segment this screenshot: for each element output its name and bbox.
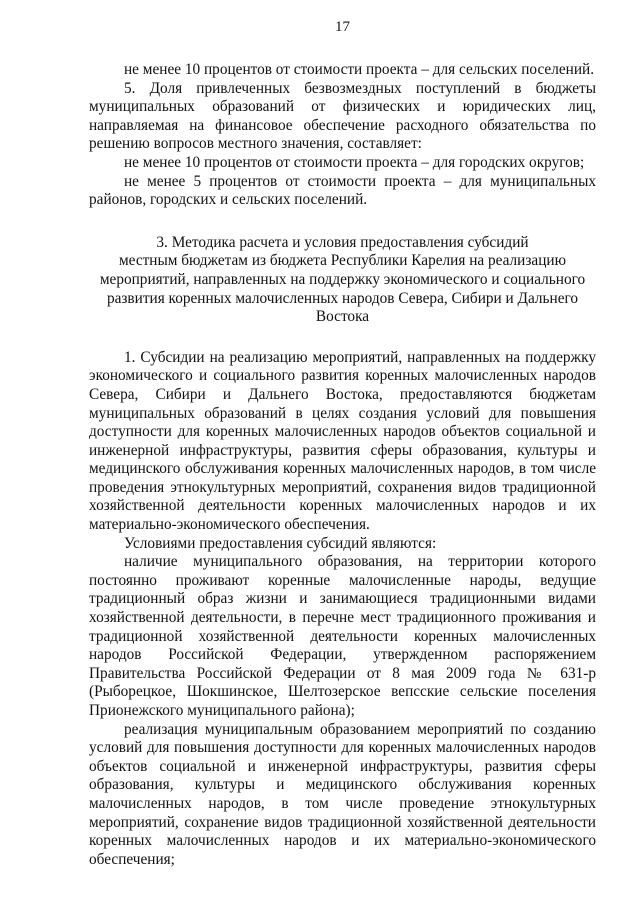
- paragraph-condition-implementation: реализация муниципальным образованием мероприятий по созданию условий для повышения доступности для коренных малочисленных народов объектов социальной и инженерной инфраструктуры, развития сферы образования, культуры и медицинского обслуживания коренных малочисленных народов, в том числе проведение этнокультурных мероприятий, сохранение видов традиционной хозяйственной деятельности коренных малочисленных народов и их материально-экономического обеспечения;: [89, 720, 596, 868]
- paragraph-rural-settlements: не менее 10 процентов от стоимости проекта – для сельских поселений.: [124, 61, 595, 78]
- section-heading-line: Востока: [315, 308, 370, 326]
- section-heading: [89, 234, 596, 327]
- section-heading-line: местным бюджетам из бюджета Республики Карелия на реализацию: [118, 252, 566, 270]
- paragraph-item-5: 5. Доля привлеченных безвозмездных поступлений в бюджеты муниципальных образований от физических и юридических лиц, направляемая на финансовое обеспечение расходного обязательства по решению вопросов местного значения, составляет:: [89, 79, 596, 153]
- section-heading-line: 3. Методика расчета и условия предоставления субсидий: [156, 233, 529, 251]
- paragraph-condition-presence: наличие муниципального образования, на территории которого постоянно проживают коренные малочисленные народы, ведущие традиционный образ жизни и занимающиеся традиционными видами хозяйственной деятельности, в перечне мест традиционного проживания и традиционной хозяйственной деятельности коренных малочисленных народов Российской Федерации, утвержденном распоряжением Правительства Российской Федерации от 8 мая 2009 года № 631-р (Рыборецкое, Шокшинское, Шелтозерское вепсские сельские поселения Прионежского муниципального района);: [89, 553, 596, 719]
- paragraph-municipal-districts: не менее 5 процентов от стоимости проекта – для муниципальных районов, городских и сельских поселений.: [89, 172, 596, 209]
- paragraph-conditions-intro: Условиями предоставления субсидий являются:: [124, 534, 437, 552]
- section-heading-line: развития коренных малочисленных народов Севера, Сибири и Дальнего: [106, 289, 579, 307]
- paragraph-item-1: 1. Субсидии на реализацию мероприятий, направленных на поддержку экономического и социального развития коренных малочисленных народов Севера, Сибири и Дальнего Востока, предоставляются бюджетам муниципальных образований в целях создания условий для повышения доступности для коренных малочисленных народов объектов социальной и инженерной инфраструктуры, развития сферы образования, культуры и медицинского обслуживания коренных малочисленных народов, в том числе проведения этнокультурных мероприятий, сохранения видов традиционной хозяйственной деятельности коренных малочисленных народов и их материально-экономического обеспечения.: [89, 348, 596, 534]
- page-number: 17: [335, 19, 350, 35]
- paragraph-city-districts: не менее 10 процентов от стоимости проекта – для городских округов;: [124, 153, 585, 171]
- section-heading-line: мероприятий, направленных на поддержку экономического и социального: [99, 270, 586, 288]
